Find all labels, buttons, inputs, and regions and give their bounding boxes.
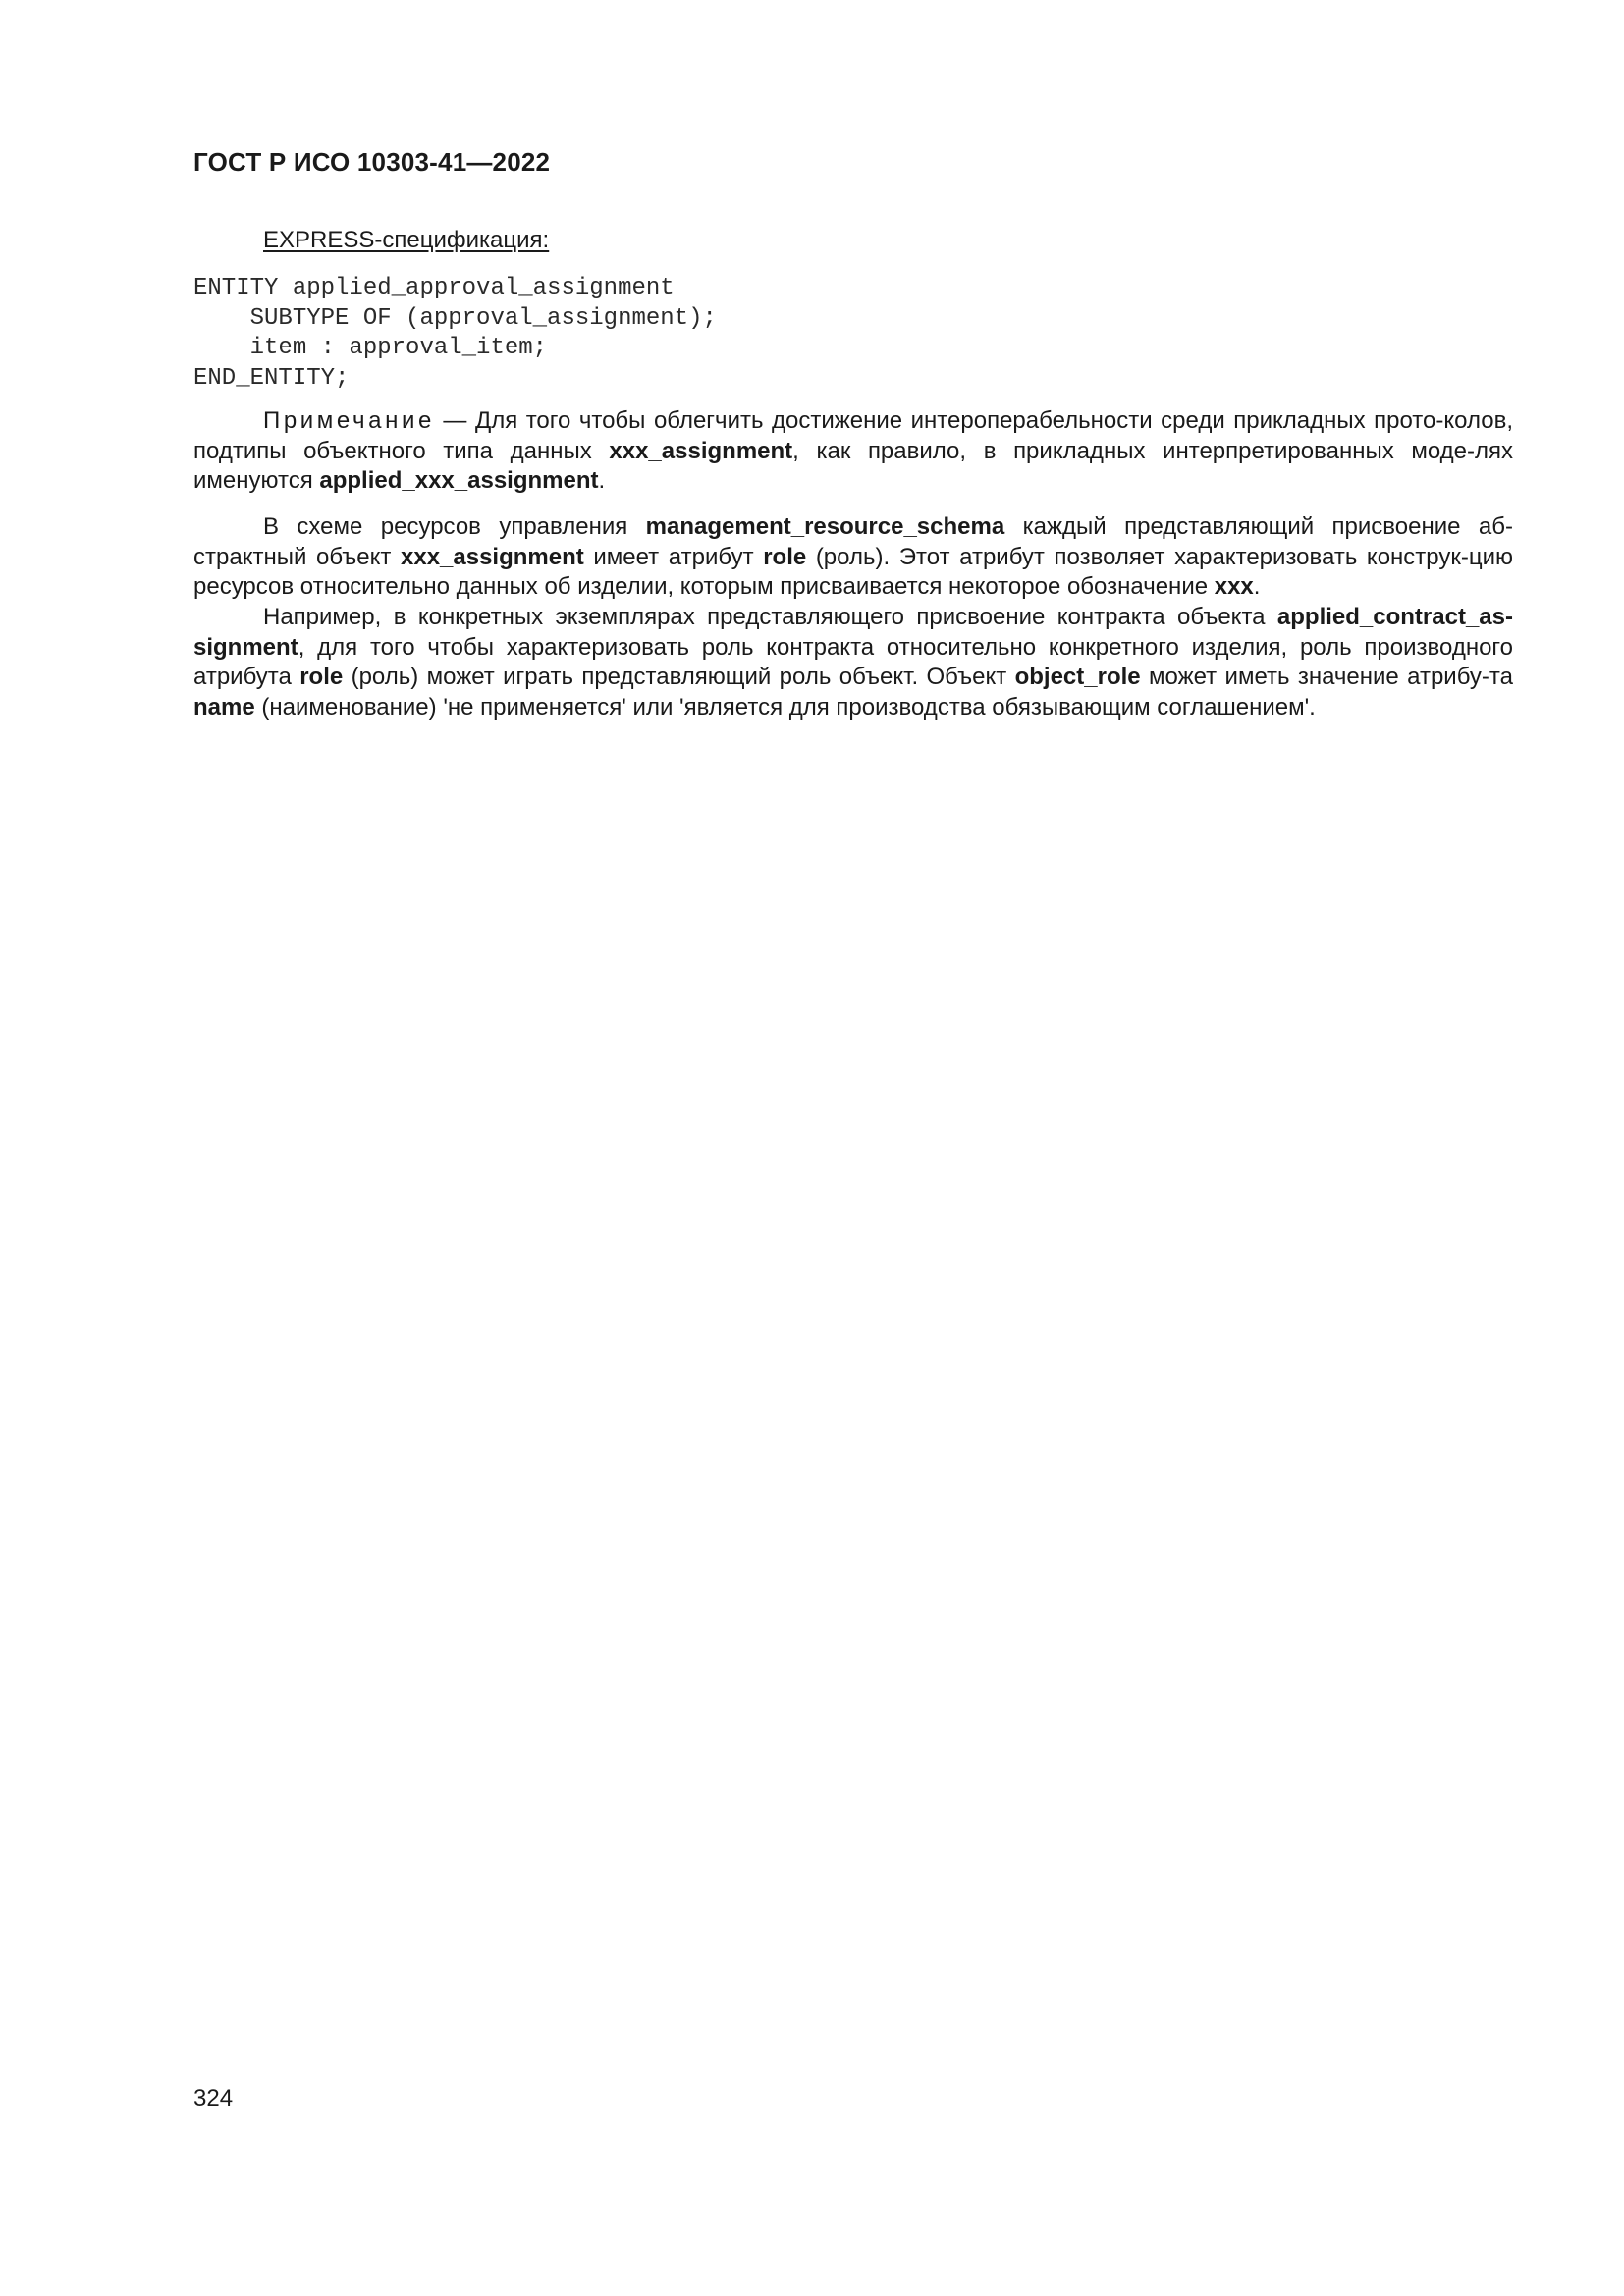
note-text-2: , как правило, в прикладных интерпретированных моде-лях именуются: [193, 437, 1513, 494]
schema-term-xxx: xxx: [1214, 573, 1254, 600]
example-term-role: role: [299, 664, 344, 690]
note-term-applied-xxx-assignment: applied_xxx_assignment: [319, 467, 599, 494]
code-line-subtype: SUBTYPE OF (approval_assignment);: [193, 304, 717, 332]
schema-term-xxx-assignment: xxx_assignment: [401, 543, 584, 570]
code-line-end-entity: END_ENTITY;: [193, 364, 350, 392]
note-text-3: .: [598, 467, 606, 494]
code-line-item: item : approval_item;: [193, 335, 548, 361]
example-text-1: Например, в конкретных экземплярах представляющего присвоение контракта объекта: [263, 604, 1277, 630]
example-text-4: может иметь значение атрибу-та: [1140, 664, 1513, 690]
schema-text-5: .: [1253, 573, 1261, 600]
express-code-block: [193, 274, 717, 394]
schema-term-management-resource-schema: management_resource_schema: [645, 513, 1005, 540]
example-text-2: , для того чтобы характеризовать роль контракта относительно конкретного изделия, роль производного атрибута: [193, 633, 1513, 690]
example-term-object-role: object_role: [1014, 664, 1141, 690]
note-text-1: — Для того чтобы облегчить достижение интероперабельности среди прикладных прото-колов, подтипы объектного типа данных: [193, 407, 1513, 464]
schema-text-2: каждый представляющий присвоение аб-страктный объект: [193, 513, 1513, 570]
schema-paragraph: [193, 512, 1513, 603]
example-text-5: (наименование) 'не применяется' или 'является для производства обязывающим соглашением'.: [254, 693, 1316, 721]
code-line-entity: ENTITY applied_approval_assignment: [193, 275, 675, 301]
note-label: Примечание: [263, 407, 435, 434]
example-term-applied-contract-assignment: applied_contract_as-signment: [193, 604, 1513, 661]
schema-text-3: имеет атрибут: [583, 543, 764, 570]
note-term-xxx-assignment: xxx_assignment: [609, 437, 793, 464]
schema-text-4: (роль). Этот атрибут позволяет характеризовать конструк-цию ресурсов относительно данных об изделии, которым присваивается некоторое обозначение: [193, 543, 1514, 600]
example-text-3: (роль) может играть представляющий роль объект. Объект: [343, 664, 1015, 690]
schema-term-role: role: [763, 543, 807, 570]
note-paragraph: [193, 406, 1513, 497]
express-specification-label: EXPRESS-спецификация:: [263, 227, 550, 253]
schema-text-1: В схеме ресурсов управления: [263, 513, 646, 540]
document-header: ГОСТ Р ИСО 10303-41—2022: [193, 147, 551, 177]
example-paragraph: [193, 603, 1513, 722]
page-number: 324: [193, 2085, 234, 2111]
example-term-name: name: [193, 693, 255, 721]
